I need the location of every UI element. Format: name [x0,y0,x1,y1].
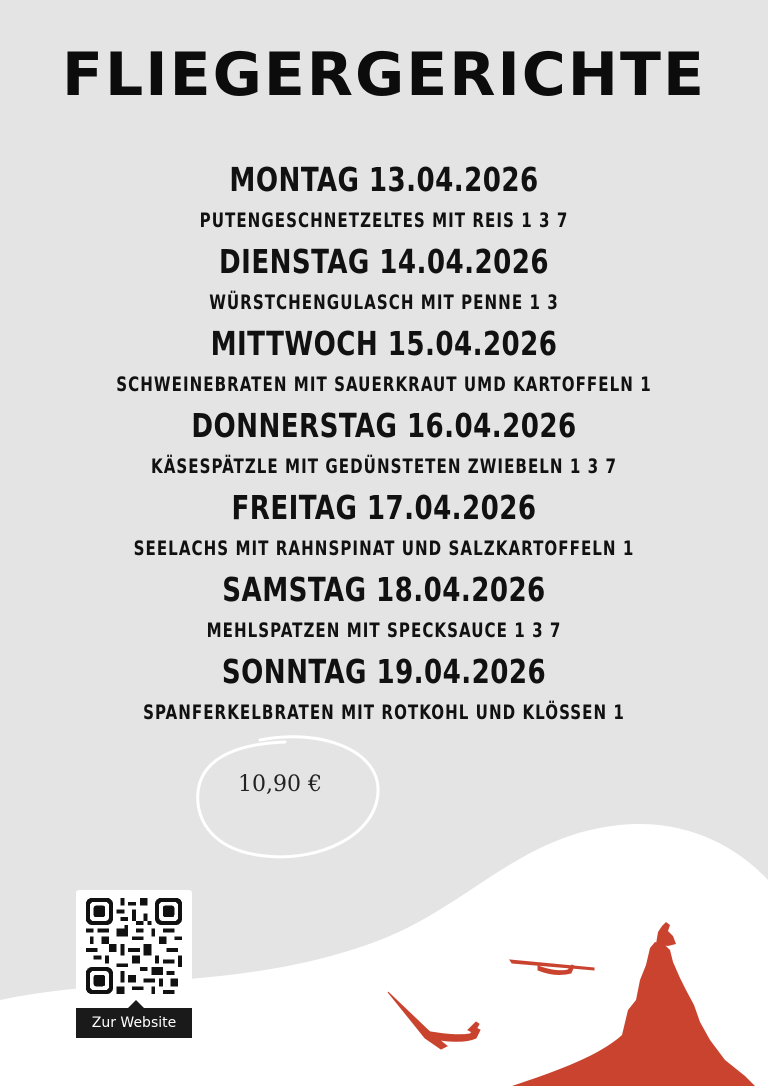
menu-day: DONNERSTAG 16.04.2026 [191,406,577,445]
page-title: FLIEGERGERICHTE [62,40,706,110]
glider-icon [388,992,480,1049]
glider-icon [510,960,594,974]
menu-dish: KÄSESPÄTZLE MIT GEDÜNSTETEN ZWIEBELN 1 3 7 [150,455,618,478]
eagle-icon [656,922,676,946]
menu-dish: PUTENGESCHNETZELTES MIT REIS 1 3 7 [199,209,569,232]
menu-dish: SPANFERKELBRATEN MIT ROTKOHL UND KLÖSSEN 1 [143,701,625,724]
menu-dish: MEHLSPATZEN MIT SPECKSAUCE 1 3 7 [206,619,562,642]
menu-dish: SCHWEINEBRATEN MIT SAUERKRAUT UMD KARTOFFELN 1 [116,373,652,396]
menu-day: FREITAG 17.04.2026 [231,488,537,527]
website-link-label[interactable]: Zur Website [76,1008,192,1038]
menu-dish: WÜRSTCHENGULASCH MIT PENNE 1 3 [209,291,559,314]
menu-day: DIENSTAG 14.04.2026 [219,242,549,281]
menu-dish: SEELACHS MIT RAHNSPINAT UND SALZKARTOFFELN 1 [133,537,635,560]
menu-day: SONNTAG 19.04.2026 [221,652,547,691]
price-text: 10,90 € [238,772,322,797]
menu-day: MONTAG 13.04.2026 [229,160,539,199]
menu-day: SAMSTAG 18.04.2026 [222,570,546,609]
menu-day: MITTWOCH 15.04.2026 [210,324,558,363]
